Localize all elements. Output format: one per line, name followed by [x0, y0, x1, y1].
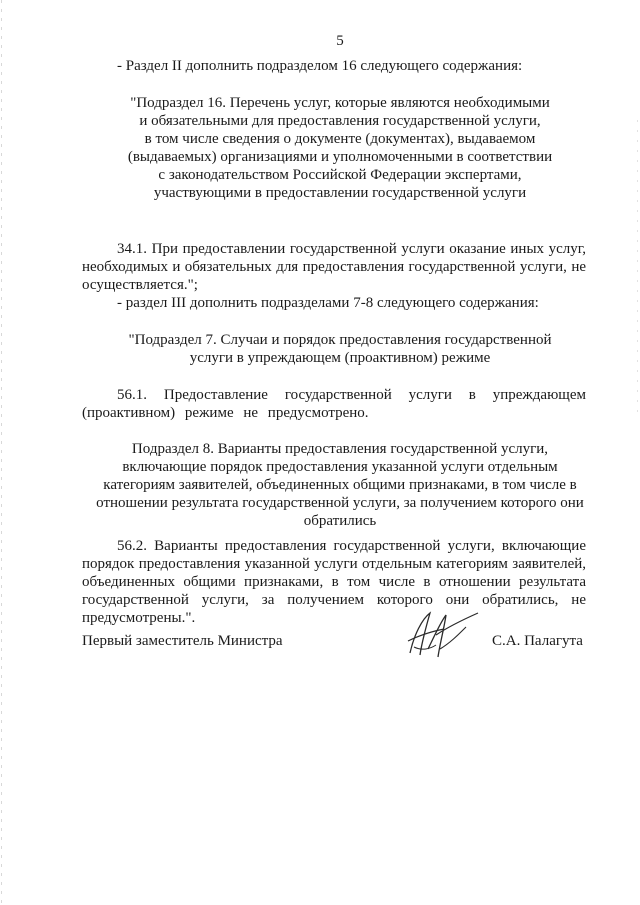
page-number: 5 — [336, 33, 344, 49]
paragraph-56-2: 56.2. Варианты предоставления государственной услуги, включающие порядок предоставления указанной услуги отдельным категориям заявителей, объединенных общими признаками, в том числе в отношении результата государственной услуги, за получением которого они обратились, не предусмотрены.". — [82, 538, 586, 626]
heading-line: с законодательством Российской Федерации экспертами, — [158, 167, 522, 183]
heading-line: услуги в упреждающем (проактивном) режиме — [189, 350, 491, 366]
handwritten-signature — [400, 605, 482, 663]
signatory-position: Первый заместитель Министра — [82, 633, 283, 649]
subsection8-heading — [80, 440, 600, 530]
section3-intro: - раздел III дополнить подразделами 7-8 следующего содержания: — [117, 295, 539, 311]
heading-line: и обязательными для предоставления государственной услуги, — [139, 113, 541, 129]
heading-line: включающие порядок предоставления указанной услуги отдельным — [122, 459, 558, 475]
heading-line: "Подраздел 7. Случаи и порядок предоставления государственной — [128, 332, 552, 348]
scan-edge-left — [1, 0, 2, 905]
heading-line: (выдаваемых) организациями и уполномоченными в соответствии — [127, 149, 553, 165]
paragraph-56-1: 56.1. Предоставление государственной услуги в упреждающем (проактивном) режиме не предусмотрено. — [82, 387, 586, 421]
heading-line: обратились — [303, 513, 377, 529]
signatory-name: С.А. Палагута — [492, 633, 583, 649]
heading-line: отношении результата государственной услуги, за получением которого они — [96, 495, 584, 511]
heading-line: участвующими в предоставлении государственной услуги — [153, 185, 527, 201]
heading-line: в том числе сведения о документе (документах), выдаваемом — [144, 131, 536, 147]
heading-line: Подраздел 8. Варианты предоставления государственной услуги, — [131, 441, 549, 457]
subsection7-heading — [80, 331, 600, 367]
paragraph-34-1: 34.1. При предоставлении государственной услуги оказание иных услуг, необходимых и обязательных для предоставления государственной услуги, не осуществляется."; — [82, 241, 586, 293]
heading-line: "Подраздел 16. Перечень услуг, которые являются необходимыми — [130, 95, 550, 111]
section2-intro: - Раздел II дополнить подразделом 16 следующего содержания: — [117, 58, 523, 74]
heading-line: категориям заявителей, объединенных общими признаками, в том числе в — [103, 477, 577, 493]
scan-edge-right — [637, 120, 638, 420]
subsection16-heading — [80, 94, 600, 202]
